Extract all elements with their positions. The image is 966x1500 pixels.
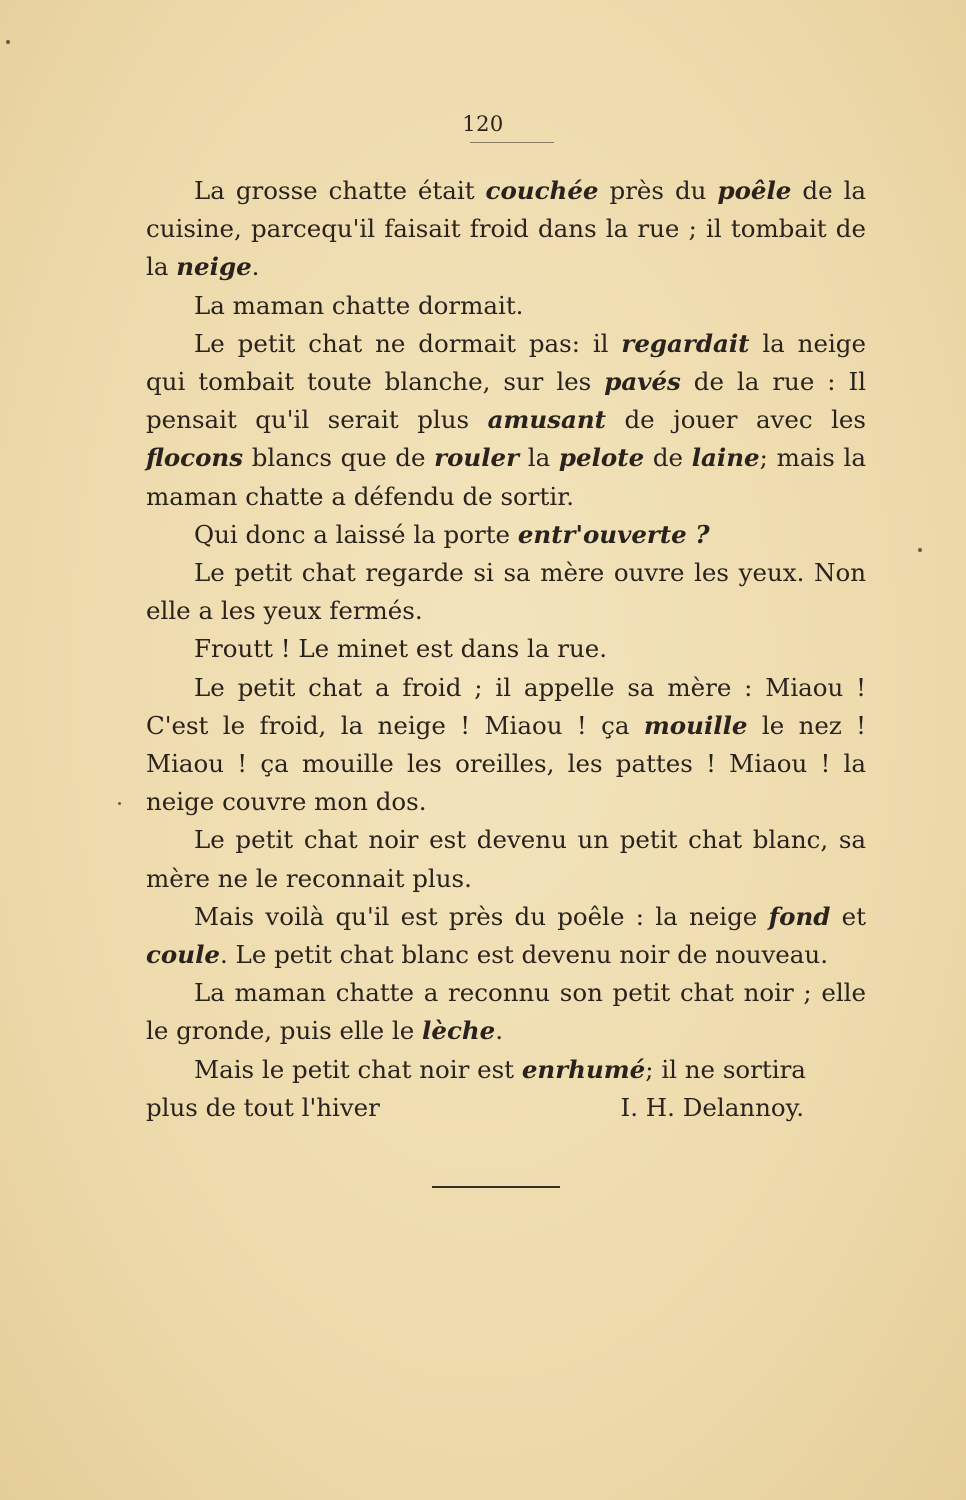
text-segment: la neige qui tombait toute blanche, sur les [146,328,866,397]
text-segment: La maman chatte a reconnu son petit chat noir ; elle le gronde, puis elle le [146,978,866,1046]
text-segment: ; il ne sortira [645,1054,806,1084]
text-segment: Le petit chat noir est devenu un petit chat blanc, sa mère ne le reconnait plus. [146,825,866,893]
text-segment: . [495,1016,504,1046]
text-segment: et [830,901,866,931]
text-segment: Le petit chat a froid ; il appelle sa mère : Miaou ! C'est le froid, la neige ! Miaou ! ça [146,672,866,740]
text-segment: de la rue : Il pensait qu'il serait plus [146,367,866,435]
paper-speck [118,802,121,805]
text-segment: Qui donc a laissé la porte [194,519,518,549]
text-segment: la [519,443,559,473]
text-segment: le nez ! Miaou ! ça mouille les oreilles, les pattes ! Miaou ! la neige couvre mon dos. [146,710,866,817]
paragraph [146,325,866,516]
text-segment: Mais le petit chat noir est [194,1054,522,1084]
emphasized-word: enrhumé [521,1054,646,1084]
emphasized-word: lèche [422,1016,496,1046]
text-segment: de la cuisine, parcequ'il faisait froid dans la rue ; il tombait de la [146,176,867,282]
closing-line [146,1089,866,1127]
text-segment: de jouer avec les [605,405,866,435]
paragraph [146,630,866,668]
emphasized-word: couchée [485,176,599,205]
paragraph [146,974,866,1050]
text-segment: Mais voilà qu'il est près du poêle : la neige [194,901,769,931]
emphasized-word: fond [768,901,831,931]
text-segment: de [644,443,692,473]
text-segment: . Le petit chat blanc est devenu noir de nouveau. [219,940,828,970]
text-segment: ; mais la maman chatte a défendu de sortir. [146,443,866,511]
emphasized-word: amusant [487,405,606,435]
text-segment: La grosse chatte était [194,176,486,205]
paper-speck [918,548,922,552]
text-segment: Froutt ! Le minet est dans la rue. [194,634,608,664]
page-number-rule [470,142,554,143]
text-segment: Le petit chat regarde si sa mère ouvre les yeux. Non elle a les yeux fermés. [146,558,866,626]
emphasized-word: regardait [621,328,750,358]
page-number: 120 [462,112,504,136]
end-rule [432,1186,560,1188]
emphasized-word: rouler [434,443,520,473]
text-segment: Le petit chat ne dormait pas: il [194,328,622,358]
emphasized-word: mouille [643,710,748,740]
paragraph [146,1051,866,1089]
emphasized-word: laine [691,443,760,473]
emphasized-word: pavés [604,367,681,397]
text-segment: La maman chatte dormait. [194,290,524,320]
text-segment: près du [598,176,718,205]
paragraph-container [146,172,866,1089]
emphasized-word: neige [176,252,252,282]
paragraph [146,287,866,325]
text-segment: blancs que de [243,443,435,473]
paper-speck [6,40,10,44]
emphasized-word: poêle [717,176,792,205]
paragraph [146,898,866,974]
paragraph [146,669,866,822]
closing-text: plus de tout l'hiver [146,1092,380,1122]
emphasized-word: entr'ouverte ? [517,519,710,549]
story-text [146,172,866,1127]
author-signature: I. H. Delannoy. [620,1092,804,1122]
paragraph [146,516,866,554]
paragraph [146,554,866,630]
emphasized-word: flocons [146,443,244,473]
paragraph [146,821,866,897]
paragraph [146,172,866,287]
text-segment: . [251,252,260,282]
emphasized-word: coule [146,940,220,970]
emphasized-word: pelote [558,443,645,473]
